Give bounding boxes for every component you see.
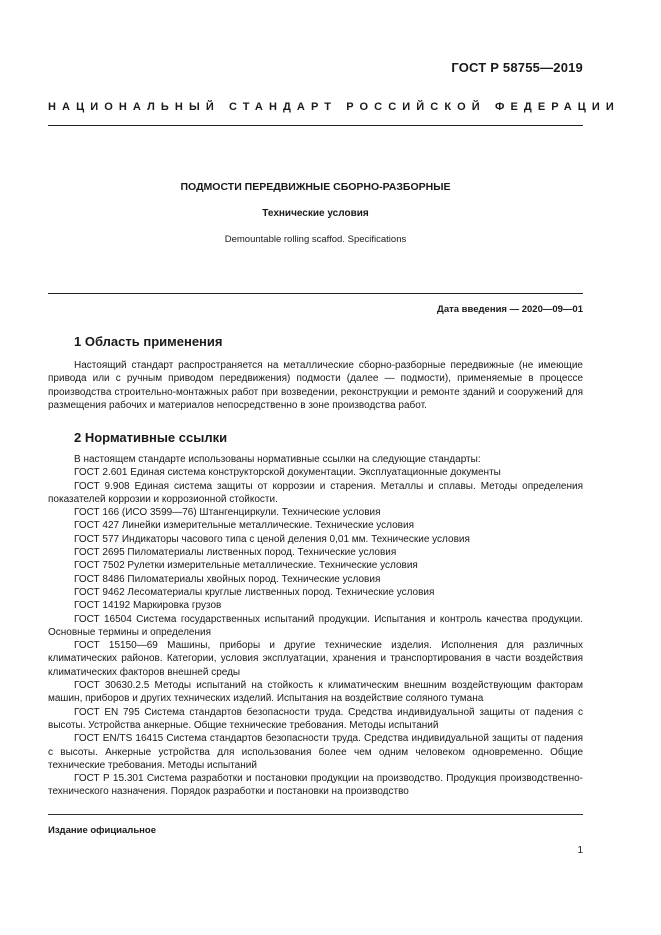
- section-1-paragraph: Настоящий стандарт распространяется на металлические сборно-разборные передвижные (не имеющие привода или с ручным приводом передвижения) подмости (далее — подмости), применяемые в процессе производства строительно-монтажных работ при возведении, реконструкции и ремонте зданий и сооружений для размещения рабочих и материалов непосредственно в зоне производства работ.: [48, 360, 583, 411]
- edition-label: Издание официальное: [48, 825, 156, 836]
- top-rule: [48, 125, 583, 126]
- document-subtitle: Технические условия: [262, 208, 369, 219]
- reference-paragraph: ГОСТ 577 Индикаторы часового типа с ценой деления 0,01 мм. Технические условия: [74, 533, 470, 545]
- reference-paragraph: ГОСТ 427 Линейки измерительные металлические. Технические условия: [74, 520, 414, 532]
- reference-paragraph: ГОСТ 14192 Маркировка грузов: [74, 600, 222, 612]
- reference-paragraph: ГОСТ 8486 Пиломатериалы хвойных пород. Технические условия: [74, 573, 381, 585]
- reference-paragraph: ГОСТ 16504 Система государственных испытаний продукции. Испытания и контроль качества продукции. Основные термины и определения: [48, 613, 583, 638]
- reference-paragraph: ГОСТ 7502 Рулетки измерительные металлические. Технические условия: [74, 560, 418, 572]
- national-standard-banner: НАЦИОНАЛЬНЫЙ СТАНДАРТ РОССИЙСКОЙ ФЕДЕРАЦИИ: [48, 101, 620, 113]
- middle-rule: [48, 293, 583, 294]
- reference-paragraph: ГОСТ 2.601 Единая система конструкторской документации. Эксплуатационные документы: [74, 467, 501, 479]
- reference-paragraph: В настоящем стандарте использованы нормативные ссылки на следующие стандарты:: [74, 454, 481, 465]
- section-1-heading: 1 Область применения: [74, 334, 223, 349]
- reference-paragraph: ГОСТ 15150—69 Машины, приборы и другие технические изделия. Исполнения для различных климатических районов. Категории, условия эксплуатации, хранения и транспортирования в части воздействия климатических факторов внешней среды: [48, 640, 583, 678]
- reference-paragraph: ГОСТ 9462 Лесоматериалы круглые лиственных пород. Технические условия: [74, 586, 435, 598]
- reference-paragraph: ГОСТ Р 15.301 Система разработки и постановки продукции на производство. Продукция производственно-технического назначения. Порядок разработки и постановки на производство: [48, 773, 583, 798]
- page-number: 1: [577, 845, 583, 856]
- reference-paragraph: ГОСТ EN/TS 16415 Система стандартов безопасности труда. Средства индивидуальной защиты от падения с высоты. Анкерные устройства для использования более чем одним человеком одновременно. Общие технические требования. Методы испытаний: [48, 733, 583, 771]
- reference-paragraph: ГОСТ 30630.2.5 Методы испытаний на стойкость к климатическим внешним воздействующим факторам машин, приборов и других технических изделий. Испытания на воздействие соляного тумана: [48, 680, 583, 705]
- footer-rule: [48, 814, 583, 815]
- reference-paragraph: ГОСТ 9.908 Единая система защиты от коррозии и старения. Металлы и сплавы. Методы определения показателей коррозии и коррозионной стойкости.: [48, 480, 583, 505]
- section-2-body: [48, 453, 583, 799]
- section-2-heading: 2 Нормативные ссылки: [74, 430, 228, 445]
- standard-number: ГОСТ Р 58755—2019: [451, 60, 583, 75]
- reference-paragraph: ГОСТ 166 (ИСО 3599—76) Штангенциркули. Технические условия: [74, 507, 381, 519]
- english-title: Demountable rolling scaffod. Specifications: [224, 234, 407, 245]
- introduction-date: Дата введения — 2020—09—01: [437, 304, 583, 315]
- reference-paragraph: ГОСТ 2695 Пиломатериалы лиственных пород. Технические условия: [74, 547, 397, 559]
- document-title: ПОДМОСТИ ПЕРЕДВИЖНЫЕ СБОРНО-РАЗБОРНЫЕ: [180, 181, 451, 193]
- reference-paragraph: ГОСТ EN 795 Система стандартов безопасности труда. Средства индивидуальной защиты от падения с высоты. Устройства анкерные. Общие технические требования. Методы испытаний: [48, 706, 583, 731]
- section-1-body: [48, 359, 583, 412]
